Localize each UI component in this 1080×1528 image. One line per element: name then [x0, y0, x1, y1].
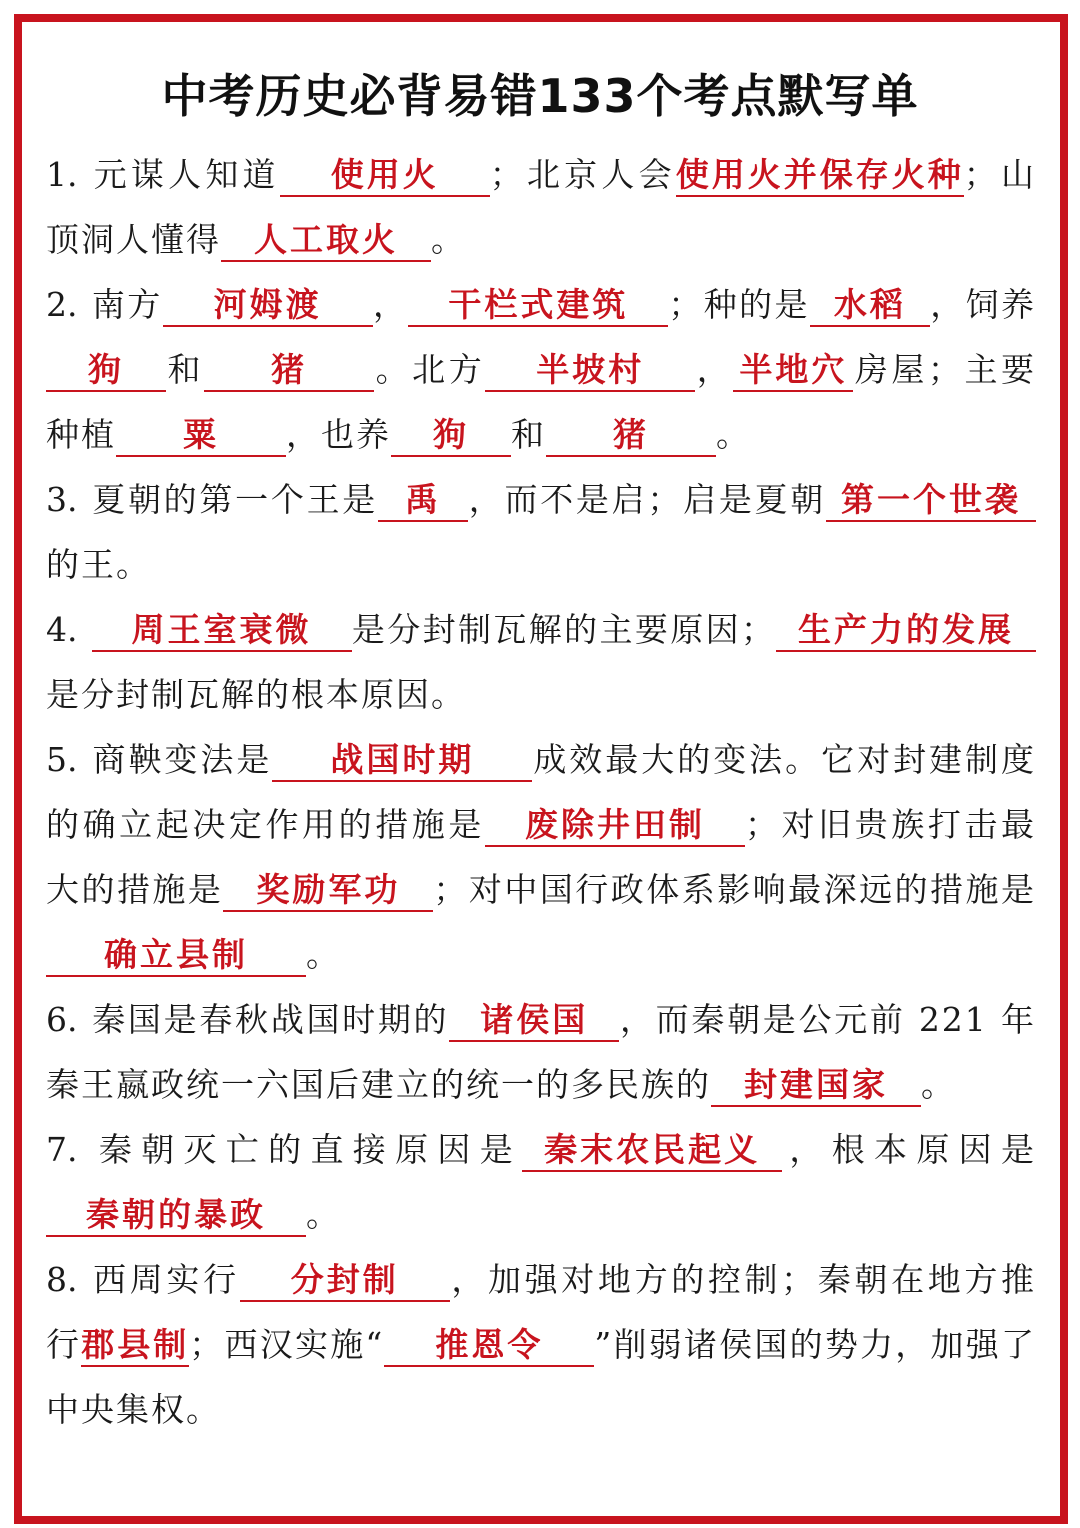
question-text: 元谋人知道: [91, 155, 280, 194]
answer-blank: 水稻: [810, 285, 930, 327]
question-5: [46, 727, 1036, 987]
question-text: 是分封制瓦解的根本原因。: [46, 675, 466, 714]
question-text: ，而秦朝是公元前 221 年秦王嬴政统一六国后建立的统一的多民族的: [46, 1000, 1036, 1104]
answer-blank: 奖励军功: [223, 870, 433, 912]
question-number: 5.: [46, 740, 78, 779]
answer-blank: 生产力的发展: [776, 610, 1036, 652]
question-text: ”削弱诸侯国的势力，加强了中央集权。: [46, 1325, 1037, 1429]
answer-blank: 郡县制: [81, 1325, 189, 1367]
answer-blank: 粟: [116, 415, 286, 457]
answer-blank: 半地穴: [733, 350, 853, 392]
question-3: [46, 467, 1036, 597]
question-text: 。: [306, 1195, 341, 1234]
question-number: 7.: [46, 1130, 78, 1169]
answer-blank: 确立县制: [46, 935, 306, 977]
question-text: 。: [431, 220, 466, 259]
answer-blank: 使用火: [280, 155, 490, 197]
question-text: 是分封制瓦解的主要原因；: [351, 610, 776, 649]
question-number: 4.: [46, 610, 78, 649]
question-text: 南方: [91, 285, 163, 324]
question-number: 8.: [46, 1260, 78, 1299]
question-1: [46, 142, 1036, 272]
question-text: ；山顶洞人懂得: [46, 155, 1037, 259]
question-number: 3.: [46, 480, 78, 519]
answer-blank: 猪: [546, 415, 716, 457]
question-6: [46, 987, 1036, 1117]
answer-blank: 周王室衰微: [92, 610, 352, 652]
question-text: 秦朝灭亡的直接原因是: [91, 1130, 523, 1169]
question-text: ，: [372, 285, 409, 324]
answer-blank: 第一个世袭: [826, 480, 1036, 522]
question-7: [46, 1117, 1036, 1247]
answer-blank: 封建国家: [711, 1065, 921, 1107]
question-text: ；对旧贵族打击最大的措施是: [46, 805, 1037, 909]
question-text: ；对中国行政体系影响最深远的措施是: [433, 870, 1037, 909]
answer-blank: 推恩令: [384, 1325, 594, 1367]
question-text: ，: [695, 350, 734, 389]
answer-blank: 秦末农民起义: [522, 1130, 782, 1172]
question-text: 。: [306, 935, 341, 974]
answer-blank: 废除井田制: [485, 805, 745, 847]
question-text: 秦国是春秋战国时期的: [91, 1000, 450, 1039]
question-text: 和: [511, 415, 546, 454]
question-text: 商鞅变法是: [91, 740, 273, 779]
question-text: 和: [166, 350, 205, 389]
answer-blank: 人工取火: [221, 220, 431, 262]
answer-blank: 干栏式建筑: [408, 285, 668, 327]
answer-blank: 战国时期: [272, 740, 532, 782]
question-text: ，也养: [286, 415, 391, 454]
question-text: 房屋；主要种植: [46, 350, 1037, 454]
question-2: [46, 272, 1036, 467]
question-text: 。: [921, 1065, 956, 1104]
page-title: 中考历史必背易错133个考点默写单: [161, 69, 919, 123]
answer-blank: 分封制: [240, 1260, 450, 1302]
question-text: ，饲养: [929, 285, 1036, 324]
question-text: ；种的是: [668, 285, 810, 324]
answer-blank: 秦朝的暴政: [46, 1195, 306, 1237]
answer-blank: 半坡村: [485, 350, 695, 392]
answer-blank: 禹: [378, 480, 468, 522]
question-8: [46, 1247, 1036, 1442]
question-text: 西周实行: [91, 1260, 240, 1299]
question-number: 1.: [46, 155, 78, 194]
question-number: 2.: [46, 285, 78, 324]
question-number: 6.: [46, 1000, 78, 1039]
question-text: ，而不是启；启是夏朝: [468, 480, 827, 519]
answer-blank: 使用火并保存火种: [676, 155, 964, 197]
answer-blank: 猪: [204, 350, 374, 392]
question-text: 的王。: [46, 545, 151, 584]
question-text: 。: [716, 415, 751, 454]
answer-blank: 诸侯国: [449, 1000, 619, 1042]
question-text: ；北京人会: [489, 155, 676, 194]
question-text: 成效最大的变法。它对封建制度的确立起决定作用的措施是: [46, 740, 1037, 844]
question-text: 。北方: [374, 350, 486, 389]
question-text: ；西汉实施“: [189, 1325, 385, 1364]
question-text: 夏朝的第一个王是: [91, 480, 379, 519]
question-text: ，根本原因是: [782, 1130, 1037, 1169]
answer-blank: 狗: [46, 350, 166, 392]
answer-blank: 河姆渡: [163, 285, 373, 327]
question-text: ，加强对地方的控制；秦朝在地方推行: [46, 1260, 1037, 1364]
question-list: [46, 142, 1036, 1442]
answer-blank: 狗: [391, 415, 511, 457]
question-4: [46, 597, 1036, 727]
